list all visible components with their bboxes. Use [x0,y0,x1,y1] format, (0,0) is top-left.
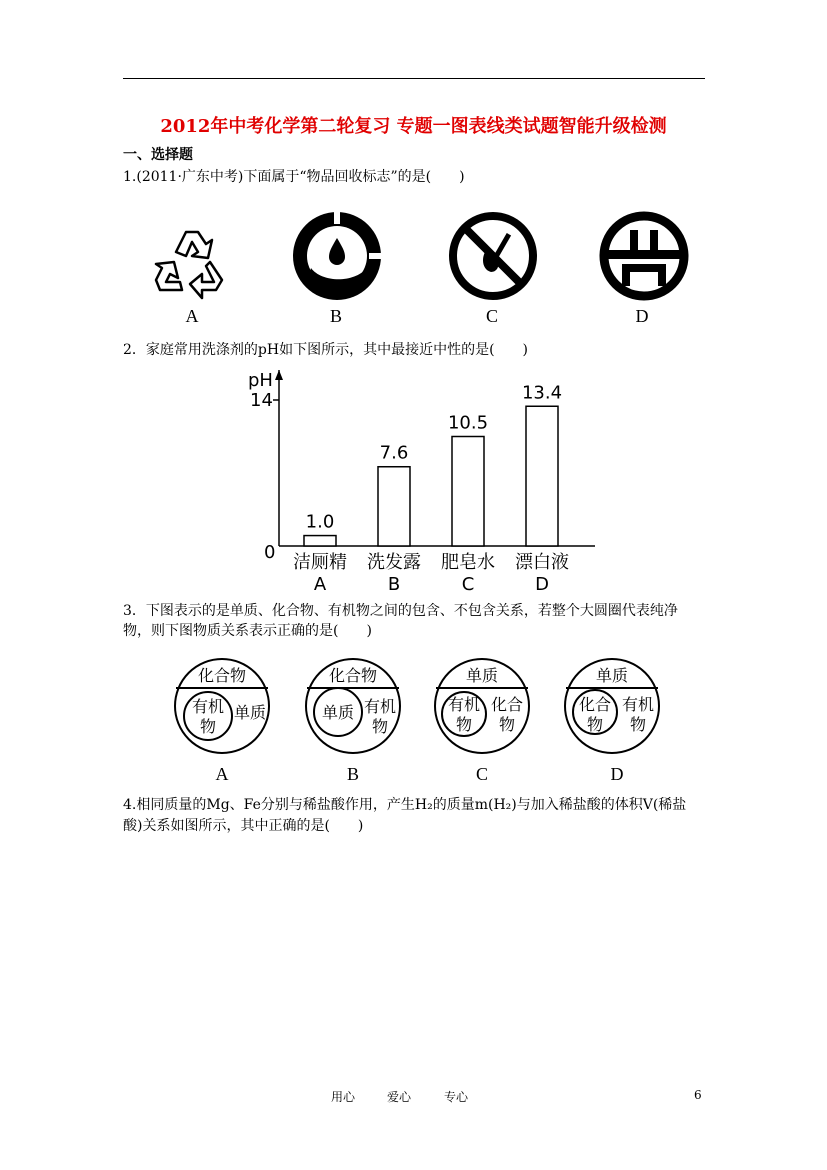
diagram-a-inner-2: 物 [199,717,217,736]
bar-c [452,437,484,547]
ph-bar-chart [240,362,600,594]
y-origin-label: 0 [264,542,276,563]
q3-option-d: D [610,764,624,784]
q1-option-b: B [329,306,342,326]
bar-value-label-d: 13.4 [521,382,563,404]
q3-option-c: C [475,764,488,784]
footer-text-1: 用心 [331,1090,356,1104]
bar-b [378,467,410,546]
diagram-c-inner-2: 物 [455,715,473,734]
q1-option-a: A [185,306,199,326]
category-letter-a: A [313,574,327,594]
bar-value-label-a: 1.0 [305,511,335,533]
diagram-d-side-2: 物 [629,715,647,734]
diagram-b-side-1: 有机 [363,697,397,716]
diagram-b-inner: 单质 [321,703,355,722]
category-letter-c: C [461,574,475,594]
question-2-text: 2．家庭常用洗涤剂的pH如下图所示，其中最接近中性的是( ) [123,342,529,358]
diagram-d-inner-1: 化合 [578,695,612,714]
diagram-c [432,656,532,756]
diagram-a-side: 单质 [233,703,267,722]
question-3-text-line1: 3．下图表示的是单质、化合物、有机物之间的包含、不包含关系，若整个大圆圈代表纯净 [123,603,678,619]
bar-value-label-c: 10.5 [447,412,489,434]
question-4-text-line2: 酸)关系如图所示，其中正确的是( ) [123,818,364,834]
category-label-d: 漂白液 [515,552,569,573]
section-heading: 一、选择题 [123,147,193,163]
q1-option-d: D [635,306,649,326]
category-label-b: 洗发露 [367,552,421,573]
diagram-d-inner-2: 物 [586,715,604,734]
footer-text-2: 爱心 [387,1090,412,1104]
category-label-c: 肥皂水 [441,552,495,573]
no-fire-icon [447,210,539,302]
q3-option-a: A [215,764,229,784]
diagram-a-inner-1: 有机 [191,697,225,716]
page-number: 6 [694,1088,702,1102]
diagram-a-top: 化合物 [197,666,247,685]
question-1-text: 1.(2011·广东中考)下面属于“物品回收标志”的是( ) [123,169,465,185]
diagram-b-top: 化合物 [328,666,378,685]
diagram-c-top: 单质 [465,666,499,685]
question-4-text-line1: 4.相同质量的Mg、Fe分别与稀盐酸作用，产生H₂的质量m(H₂)与加入稀盐酸的体积V(稀盐 [123,797,687,813]
water-drop-hands-icon [291,210,383,302]
diagram-b [303,656,403,756]
q1-option-c: C [485,306,498,326]
diagram-d-top: 单质 [595,666,629,685]
bar-d [526,406,558,546]
category-letter-b: B [387,574,401,594]
question-3-text-line2: 物，则下图物质关系表示正确的是( ) [123,623,372,639]
footer-text-3: 专心 [444,1090,469,1104]
diagram-c-inner-1: 有机 [447,695,481,714]
y-tick-label-top: 14 [250,390,273,411]
category-label-a: 洁厕精 [293,552,347,573]
y-axis-arrow [275,370,283,380]
diagram-d-side-1: 有机 [621,695,655,714]
header-rule [123,78,705,79]
y-axis-label: pH [248,370,273,391]
diagram-c-side-1: 化合 [490,695,524,714]
diagram-b-side-2: 物 [371,717,389,736]
water-saving-icon [598,210,690,302]
diagram-d [562,656,662,756]
category-letter-d: D [535,574,549,594]
diagram-a [172,656,272,756]
page-title: 2012年中考化学第二轮复习 专题一图表线类试题智能升级检测 [160,116,667,137]
bar-value-label-b: 7.6 [379,442,409,464]
recycle-arrows-icon [146,212,236,302]
diagram-c-side-2: 物 [498,715,516,734]
q3-option-b: B [346,764,359,784]
bar-a [304,536,336,546]
